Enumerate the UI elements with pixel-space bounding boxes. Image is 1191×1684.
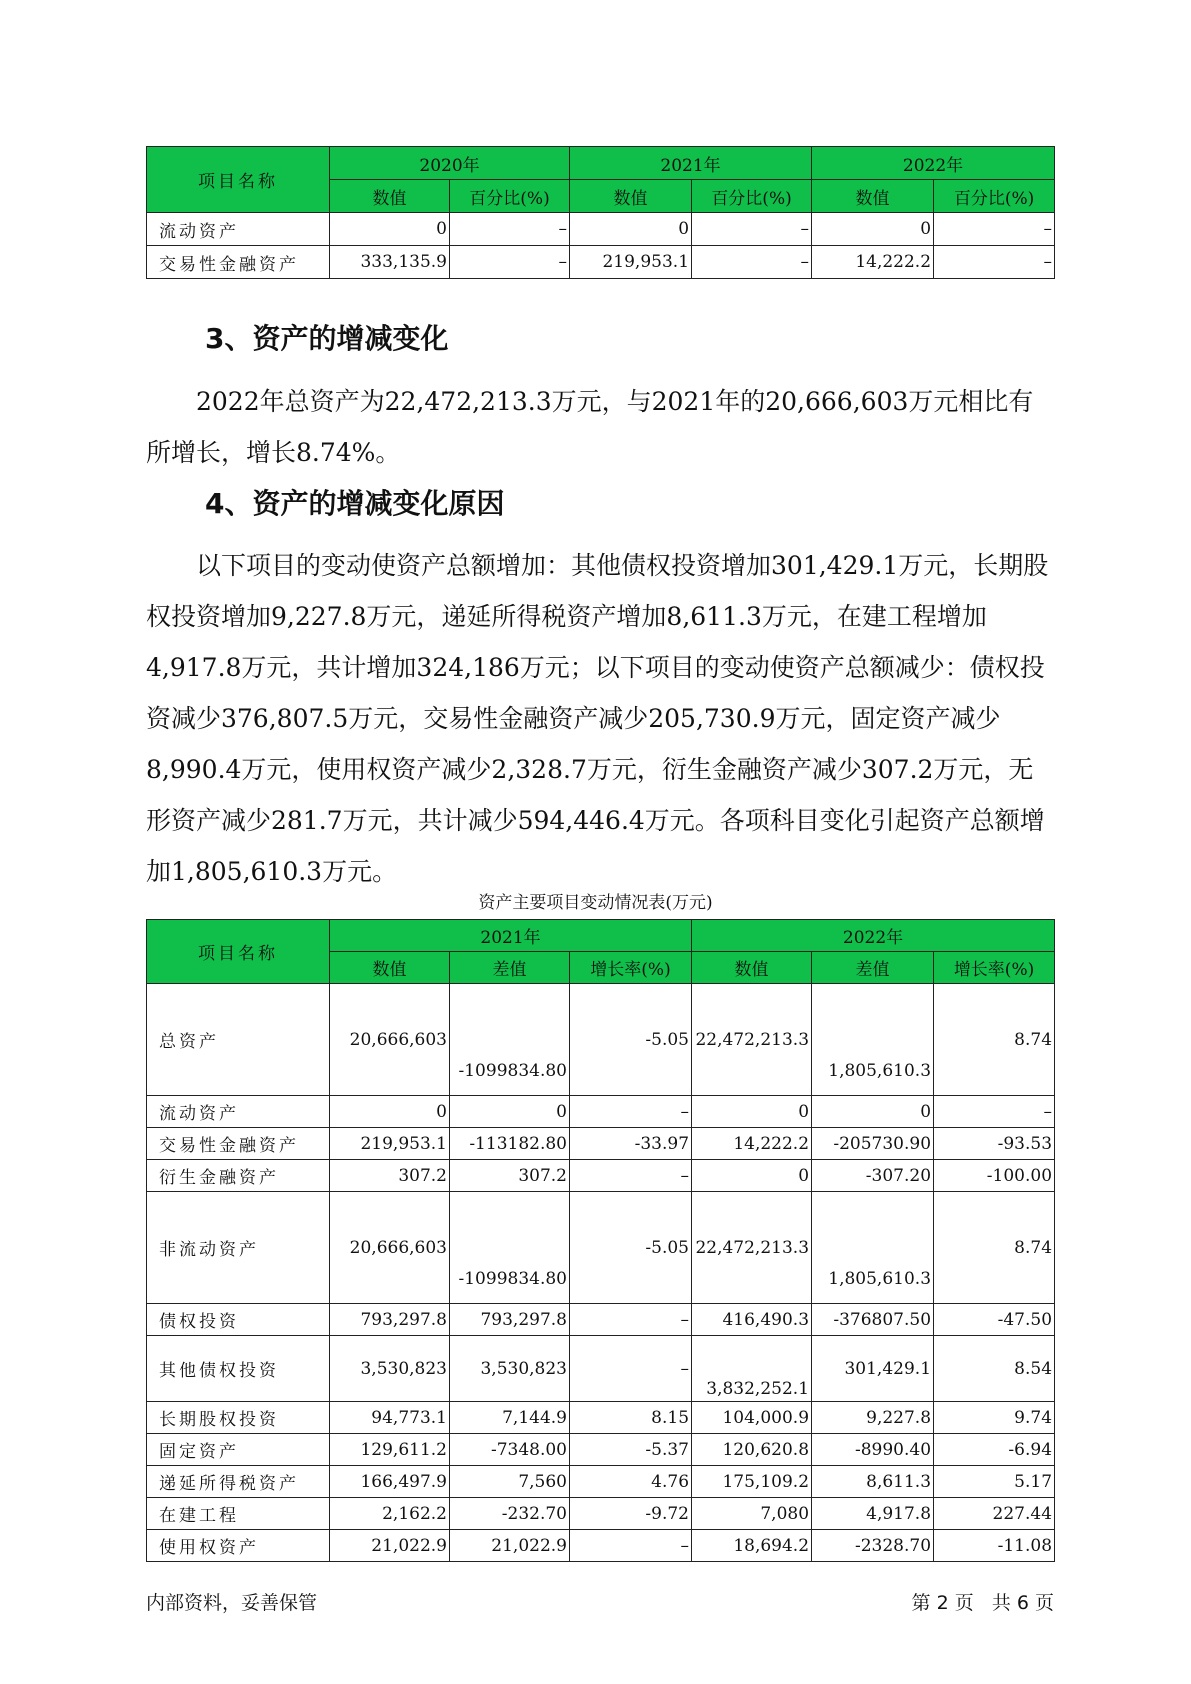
cell: 94,773.1: [330, 1402, 450, 1434]
header-diff: 差值: [812, 952, 934, 984]
cell: 0: [570, 213, 692, 246]
cell: 175,109.2: [692, 1466, 812, 1498]
cell: –: [692, 213, 812, 246]
cell: 9,227.8: [812, 1402, 934, 1434]
cell: 20,666,603: [330, 984, 450, 1096]
cell: -2328.70: [812, 1530, 934, 1562]
row-name: 固定资产: [147, 1434, 330, 1466]
cell: –: [570, 1160, 692, 1192]
cell: 1,805,610.3: [812, 1192, 934, 1304]
cell: 307.2: [330, 1160, 450, 1192]
row-name: 流动资产: [147, 1096, 330, 1128]
table-row: [147, 1530, 1055, 1562]
table-row: [147, 1128, 1055, 1160]
cell: 793,297.8: [330, 1304, 450, 1336]
row-name: 交易性金融资产: [147, 1128, 330, 1160]
cell: 416,490.3: [692, 1304, 812, 1336]
row-name: 其他债权投资: [147, 1336, 330, 1402]
section-heading-3: 3、资产的增减变化: [205, 322, 449, 355]
paragraph-text: 以下项目的变动使资产总额增加：其他债权投资增加301,429.1万元，长期股权投资增加9,227.8万元，递延所得税资产增加8,611.3万元，在建工程增加4,917.8万元，共计增加324,186万元；以下项目的变动使资产总额减少：债权投资减少376,807.5万元，交易性金融资产减少205,730.9万元，固定资产减少8,990.4万元，使用权资产减少2,328.7万元，衍生金融资产减少307.2万元，无形资产减少281.7万元，共计减少594,446.4万元。各项科目变化引起资产总额增加1,805,610.3万元。: [146, 551, 1049, 886]
cell: -5.37: [570, 1434, 692, 1466]
cell: 1,805,610.3: [812, 984, 934, 1096]
table-row: [147, 1466, 1055, 1498]
cell: 4.76: [570, 1466, 692, 1498]
header-value: 数值: [570, 180, 692, 213]
row-name: 非流动资产: [147, 1192, 330, 1304]
cell: -5.05: [570, 984, 692, 1096]
table-row: [147, 1434, 1055, 1466]
footer-page-number: 第 2 页 共 6 页: [911, 1592, 1054, 1614]
cell: 0: [692, 1096, 812, 1128]
cell: 18,694.2: [692, 1530, 812, 1562]
cell: -232.70: [450, 1498, 570, 1530]
cell: -6.94: [934, 1434, 1055, 1466]
cell: -376807.50: [812, 1304, 934, 1336]
header-growth: 增长率(%): [934, 952, 1055, 984]
cell: –: [934, 213, 1055, 246]
cell: -9.72: [570, 1498, 692, 1530]
row-name: 在建工程: [147, 1498, 330, 1530]
paragraph-change-reasons: [146, 540, 1056, 897]
cell: 22,472,213.3: [692, 1192, 812, 1304]
cell: 8.54: [934, 1336, 1055, 1402]
header-year: 2022年: [812, 147, 1055, 180]
cell: 166,497.9: [330, 1466, 450, 1498]
table-row: [147, 213, 1055, 246]
cell: 8.74: [934, 1192, 1055, 1304]
asset-change-table: [146, 919, 1055, 1562]
cell: 129,611.2: [330, 1434, 450, 1466]
table-caption: 资产主要项目变动情况表(万元): [478, 893, 713, 913]
cell: 3,832,252.1: [692, 1336, 812, 1402]
cell: -7348.00: [450, 1434, 570, 1466]
cell: 0: [692, 1160, 812, 1192]
footer-confidential: 内部资料，妥善保管: [146, 1592, 318, 1614]
cell: 8.15: [570, 1402, 692, 1434]
row-name: 债权投资: [147, 1304, 330, 1336]
cell: -1099834.80: [450, 984, 570, 1096]
cell: 793,297.8: [450, 1304, 570, 1336]
cell: 22,472,213.3: [692, 984, 812, 1096]
row-name: 递延所得税资产: [147, 1466, 330, 1498]
cell: 104,000.9: [692, 1402, 812, 1434]
cell: -205730.90: [812, 1128, 934, 1160]
cell: 2,162.2: [330, 1498, 450, 1530]
cell: –: [570, 1304, 692, 1336]
section-heading-4: 4、资产的增减变化原因: [205, 487, 505, 520]
row-name: 长期股权投资: [147, 1402, 330, 1434]
header-year: 2022年: [692, 920, 1055, 952]
header-value: 数值: [330, 180, 450, 213]
cell: 227.44: [934, 1498, 1055, 1530]
cell: 7,080: [692, 1498, 812, 1530]
cell: 0: [812, 1096, 934, 1128]
cell: 7,560: [450, 1466, 570, 1498]
header-year: 2020年: [330, 147, 570, 180]
cell: -8990.40: [812, 1434, 934, 1466]
cell: 0: [330, 213, 450, 246]
header-year: 2021年: [330, 920, 692, 952]
cell: -33.97: [570, 1128, 692, 1160]
cell: 0: [330, 1096, 450, 1128]
cell: -47.50: [934, 1304, 1055, 1336]
cell: 3,530,823: [330, 1336, 450, 1402]
cell: 21,022.9: [450, 1530, 570, 1562]
table-row: [147, 1402, 1055, 1434]
cell: 301,429.1: [812, 1336, 934, 1402]
cell: 8,611.3: [812, 1466, 934, 1498]
table-row: [147, 1498, 1055, 1530]
table-row: [147, 1336, 1055, 1402]
cell: –: [934, 246, 1055, 279]
table-row: [147, 1160, 1055, 1192]
cell: -100.00: [934, 1160, 1055, 1192]
cell: -11.08: [934, 1530, 1055, 1562]
cell: 0: [450, 1096, 570, 1128]
cell: –: [450, 246, 570, 279]
table-row: [147, 984, 1055, 1096]
row-name: 流动资产: [147, 213, 330, 246]
cell: 5.17: [934, 1466, 1055, 1498]
header-item-name: 项目名称: [147, 920, 330, 984]
cell: 8.74: [934, 984, 1055, 1096]
cell: 219,953.1: [330, 1128, 450, 1160]
cell: -5.05: [570, 1192, 692, 1304]
cell: 3,530,823: [450, 1336, 570, 1402]
row-name: 衍生金融资产: [147, 1160, 330, 1192]
cell: –: [570, 1096, 692, 1128]
cell: 4,917.8: [812, 1498, 934, 1530]
header-value: 数值: [330, 952, 450, 984]
cell: –: [570, 1530, 692, 1562]
header-item-name: 项目名称: [147, 147, 330, 213]
paragraph-asset-change: [146, 376, 1056, 478]
cell: 14,222.2: [812, 246, 934, 279]
cell: -307.20: [812, 1160, 934, 1192]
cell: 333,135.9: [330, 246, 450, 279]
cell: -1099834.80: [450, 1192, 570, 1304]
cell: 307.2: [450, 1160, 570, 1192]
header-percent: 百分比(%): [934, 180, 1055, 213]
cell: -113182.80: [450, 1128, 570, 1160]
header-growth: 增长率(%): [570, 952, 692, 984]
table-row: [147, 246, 1055, 279]
asset-percentage-table: [146, 146, 1055, 279]
header-diff: 差值: [450, 952, 570, 984]
cell: 219,953.1: [570, 246, 692, 279]
table-row: [147, 1304, 1055, 1336]
cell: 20,666,603: [330, 1192, 450, 1304]
header-value: 数值: [692, 952, 812, 984]
table-row: [147, 1096, 1055, 1128]
paragraph-text: 2022年总资产为22,472,213.3万元，与2021年的20,666,603万元相比有所增长，增长8.74%。: [146, 387, 1034, 467]
cell: 14,222.2: [692, 1128, 812, 1160]
cell: –: [934, 1096, 1055, 1128]
row-name: 交易性金融资产: [147, 246, 330, 279]
row-name: 总资产: [147, 984, 330, 1096]
cell: 7,144.9: [450, 1402, 570, 1434]
cell: 120,620.8: [692, 1434, 812, 1466]
header-value: 数值: [812, 180, 934, 213]
cell: 21,022.9: [330, 1530, 450, 1562]
cell: 0: [812, 213, 934, 246]
cell: –: [692, 246, 812, 279]
header-year: 2021年: [570, 147, 812, 180]
header-percent: 百分比(%): [450, 180, 570, 213]
table-row: [147, 1192, 1055, 1304]
cell: 9.74: [934, 1402, 1055, 1434]
cell: -93.53: [934, 1128, 1055, 1160]
cell: –: [570, 1336, 692, 1402]
header-percent: 百分比(%): [692, 180, 812, 213]
row-name: 使用权资产: [147, 1530, 330, 1562]
cell: –: [450, 213, 570, 246]
